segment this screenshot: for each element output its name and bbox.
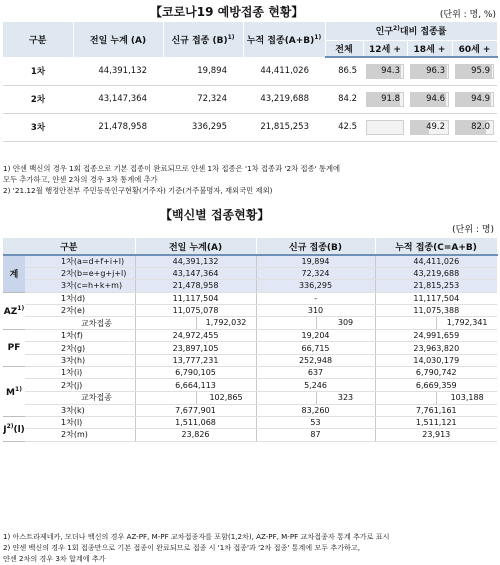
rate-18-bar-cell	[407, 85, 452, 113]
cumulative-cell-value: 103,188	[436, 392, 497, 404]
cumulative-cell-value: 14,030,179	[413, 355, 460, 365]
dose-label: 교차접종	[25, 391, 135, 404]
cumulative-cell-value: 23,963,820	[413, 343, 460, 353]
prev-total-cell	[135, 255, 256, 268]
cumulative-cell-value: 1,792,341	[436, 317, 497, 329]
rate-18-bar	[410, 64, 449, 79]
cumulative-cell-value: 23,913	[422, 430, 451, 440]
header-group: 구분	[3, 238, 135, 255]
dose-label: 2차(j)	[25, 379, 135, 391]
dose-label: 2차(m)	[25, 429, 135, 441]
cumulative-cell	[375, 268, 497, 280]
new-cell: 72,324	[163, 85, 243, 113]
header-cumulative: 누적 접종(C=A+B)	[375, 238, 497, 255]
rate-60-bar	[455, 120, 494, 135]
rate-18-bar-cell	[407, 57, 452, 85]
new-cell-value: 252,948	[298, 355, 333, 365]
new-cell	[256, 367, 375, 379]
cumulative-cell	[375, 342, 497, 354]
rate-12-bar	[366, 64, 404, 79]
cumulative-cell-value: 6,669,359	[415, 380, 457, 390]
new-cell	[256, 292, 375, 304]
cumulative-cell-value: 24,991,659	[413, 331, 460, 341]
dose-label: 2차(b=e+g+j+l)	[25, 268, 135, 280]
prev-total-cell-value: 11,075,078	[172, 306, 219, 316]
cumulative-cell-value: 43,219,688	[413, 269, 460, 279]
header-rate-60: 60세 +	[452, 40, 497, 57]
rate-60-bar	[455, 64, 494, 79]
dose-label: 3차(k)	[25, 404, 135, 416]
row-label: 1차	[3, 57, 73, 85]
vaccine-group-name: M	[6, 387, 16, 398]
vaccine-row	[3, 292, 497, 304]
new-cell	[256, 391, 375, 404]
cumulative-cell	[375, 379, 497, 391]
dose-label: 1차(d)	[25, 292, 135, 304]
prev-total-cell	[135, 367, 256, 379]
row-label: 2차	[3, 85, 73, 113]
vaccine-group-label	[3, 292, 25, 330]
cumulative-cell	[375, 330, 497, 342]
new-cell	[256, 354, 375, 366]
new-cell: 336,295	[163, 113, 243, 141]
new-cell	[256, 342, 375, 354]
vaccine-group-name: 계	[9, 270, 19, 281]
prev-total-cell	[135, 292, 256, 304]
table2-note: 2) 얀센 백신의 경우 1회 접종만으로 기본 접종이 완료되므로 접종 시 '1차 접종'과 '2차 접종' 통계에 모두 추가하고,	[3, 543, 361, 552]
vaccine-row	[3, 342, 497, 354]
new-cell-value: 83,260	[301, 405, 330, 415]
cumulative-cell-value: 6,790,742	[415, 368, 457, 378]
vaccine-group-name: PF	[7, 343, 21, 354]
rate-60-bar	[455, 92, 494, 107]
vaccine-group-name: AZ	[3, 306, 18, 317]
table2-note: 1) 아스트라제네카, 모더나 백신의 경우 AZ-PF, M-PF 교차접종자를 포함(1,2차), AZ-PF, M-PF 교차접종자 통계 추가로 표시	[3, 532, 390, 541]
rate-18-bar-cell	[407, 113, 452, 141]
cumulative-cell	[375, 354, 497, 366]
prev-total-cell-value: 21,478,958	[172, 281, 219, 291]
rate-60-bar-cell	[452, 85, 497, 113]
dose-label: 1차(f)	[25, 330, 135, 342]
summary-row	[3, 85, 497, 113]
new-cell-value: 309	[316, 317, 375, 329]
prev-total-cell-value: 13,777,231	[172, 355, 219, 365]
prev-total-cell: 43,147,364	[73, 85, 163, 113]
vaccine-group-label	[3, 416, 25, 441]
prev-total-cell-value: 6,664,113	[175, 380, 216, 390]
rate-total-cell: 84.2	[325, 85, 363, 113]
new-cell-value: 637	[307, 368, 324, 378]
prev-total-cell-value: 44,391,132	[172, 257, 219, 266]
dose-label: 교차접종	[25, 317, 135, 330]
prev-total-cell	[135, 280, 256, 292]
prev-total-cell-value: 23,897,105	[172, 343, 219, 353]
new-cell	[256, 416, 375, 428]
dose-label: 1차(i)	[25, 367, 135, 379]
table2-unit: (단위 : 명)	[452, 225, 494, 235]
cumulative-cell	[375, 317, 497, 330]
dose-label: 2차(g)	[25, 342, 135, 354]
cumulative-cell	[375, 429, 497, 441]
table2-note: 얀센 2차의 경우 3차 합계에 추가	[3, 554, 106, 563]
vaccination-summary-table	[3, 22, 498, 142]
cumulative-cell: 21,815,253	[243, 113, 325, 141]
table2-title: 【백신별 접종현황】	[160, 208, 270, 222]
new-cell-value: 5,246	[304, 380, 327, 390]
header-rate-total: 전체	[325, 40, 363, 57]
header-prev-total: 전일 누계(A)	[135, 238, 256, 255]
rate-18-bar	[410, 92, 449, 107]
prev-total-cell-value: 6,790,105	[175, 368, 216, 378]
cumulative-cell-value: 21,815,253	[413, 281, 460, 291]
prev-total-cell	[135, 404, 256, 416]
rate-total-cell: 42.5	[325, 113, 363, 141]
prev-total-cell	[135, 317, 256, 330]
cumulative-cell-value: 1,511,121	[415, 418, 457, 428]
dose-label: 1차(a=d+f+i+l)	[25, 255, 135, 268]
summary-row	[3, 113, 497, 141]
vaccine-row	[3, 416, 497, 428]
new-cell-value: 19,894	[301, 257, 330, 266]
rate-12-bar	[366, 92, 404, 107]
rate-total-cell: 86.5	[325, 57, 363, 85]
new-cell	[256, 404, 375, 416]
rate-60-bar-cell	[452, 113, 497, 141]
table1-title: 【코로나19 예방접종 현황】	[150, 5, 304, 19]
rate-12-bar-value: 91.8	[381, 94, 400, 104]
header-rate-12: 12세 +	[363, 40, 407, 57]
prev-total-cell	[135, 354, 256, 366]
rate-12-bar-cell	[363, 85, 407, 113]
new-cell-value: -	[314, 293, 317, 303]
new-cell-value: 53	[310, 418, 321, 428]
vaccine-row	[3, 391, 497, 404]
vaccine-row	[3, 268, 497, 280]
vaccine-group-note-ref: 1)	[15, 385, 22, 393]
new-cell	[256, 304, 375, 316]
rate-18-bar-value: 94.6	[426, 94, 445, 104]
prev-total-cell: 44,391,132	[73, 57, 163, 85]
dose-label: 1차(l)	[25, 416, 135, 428]
prev-total-cell-value: 23,826	[181, 430, 210, 440]
vaccine-group-label	[3, 255, 25, 292]
vaccine-group-name: J	[3, 424, 7, 435]
new-cell	[256, 330, 375, 342]
dose-label: 2차(e)	[25, 304, 135, 316]
new-cell	[256, 255, 375, 268]
table2-notes	[3, 531, 497, 564]
vaccine-row	[3, 404, 497, 416]
cumulative-cell	[375, 304, 497, 316]
new-cell-value: 87	[310, 430, 321, 440]
header-rate-group: 인구$^{2)}$대비 접종률	[325, 22, 497, 40]
header-new: 신규 접종 $(B)^{1)}$	[163, 22, 243, 57]
cumulative-cell	[375, 404, 497, 416]
new-cell-value: 72,324	[301, 269, 330, 279]
header-prev-total: 전일 누계 (A)	[73, 22, 163, 57]
header-new: 신규 접종(B)	[256, 238, 375, 255]
rate-60-bar-value: 95.9	[471, 66, 491, 77]
cumulative-cell	[375, 292, 497, 304]
row-label: 3차	[3, 113, 73, 141]
vaccine-row	[3, 330, 497, 342]
rate-60-bar-cell	[452, 57, 497, 85]
cumulative-cell-value: 11,117,504	[413, 293, 460, 303]
new-cell	[256, 268, 375, 280]
rate-18-bar	[410, 120, 449, 135]
new-cell	[256, 379, 375, 391]
vaccine-row	[3, 354, 497, 366]
rate-60-bar-value: 94.9	[471, 94, 491, 104]
new-cell	[256, 280, 375, 292]
rate-60-bar-value: 82.0	[471, 122, 491, 132]
vaccine-row	[3, 304, 497, 316]
vaccine-row	[3, 379, 497, 391]
vaccine-row	[3, 429, 497, 441]
rate-12-bar-cell	[363, 57, 407, 85]
cumulative-cell	[375, 367, 497, 379]
vaccine-row	[3, 280, 497, 292]
prev-total-cell	[135, 330, 256, 342]
cumulative-cell	[375, 416, 497, 428]
rate-12-bar	[366, 120, 404, 135]
new-cell-value: 323	[316, 392, 375, 404]
prev-total-cell-value: 43,147,364	[172, 269, 219, 279]
table1-notes	[3, 163, 497, 196]
vaccine-type-table	[3, 238, 498, 442]
table1-note: 2) '21.12월 행정안전부 주민등록인구현황(거주자) 기준(거주불명자, 재외국민 제외)	[3, 186, 273, 195]
new-cell: 19,894	[163, 57, 243, 85]
cumulative-cell-value: 7,761,161	[415, 405, 457, 415]
prev-total-cell	[135, 304, 256, 316]
vaccine-group-suffix: (l)	[13, 424, 25, 435]
cumulative-cell	[375, 391, 497, 404]
table1-unit: (단위 : 명, %)	[439, 10, 496, 20]
table1-note: 1) 얀센 백신의 경우 1회 접종으로 기본 접종이 완료되므로 얀센 1차 접종은 '1차 접종과 '2차 접종' 통계에	[3, 164, 341, 173]
rate-12-bar-cell	[363, 113, 407, 141]
cumulative-cell-value: 44,411,026	[413, 257, 460, 266]
prev-total-cell-value: 24,972,455	[172, 331, 219, 341]
new-cell-value: 310	[307, 306, 324, 316]
rate-18-bar-value: 49.2	[426, 122, 445, 132]
header-rate-18: 18세 +	[407, 40, 452, 57]
new-cell-value: 19,204	[301, 331, 330, 341]
cumulative-cell: 43,219,688	[243, 85, 325, 113]
dose-label: 3차(h)	[25, 354, 135, 366]
vaccine-group-note-ref: 2)	[6, 422, 14, 430]
vaccine-row	[3, 255, 497, 268]
prev-total-cell	[135, 416, 256, 428]
header-group: 구분	[3, 22, 73, 57]
header-cumulative: 누적 접종$(A+B)^{1)}$	[243, 22, 325, 57]
vaccine-row	[3, 317, 497, 330]
prev-total-cell-value: 1,792,032	[196, 317, 256, 329]
prev-total-cell-value: 7,677,901	[175, 405, 216, 415]
prev-total-cell	[135, 429, 256, 441]
summary-row	[3, 57, 497, 85]
prev-total-cell-value: 102,865	[196, 392, 256, 404]
vaccine-row	[3, 367, 497, 379]
prev-total-cell-value: 1,511,068	[175, 418, 216, 428]
vaccine-group-note-ref: 1)	[17, 304, 25, 312]
prev-total-cell: 21,478,958	[73, 113, 163, 141]
prev-total-cell-value: 11,117,504	[172, 293, 219, 303]
dose-label: 3차(c=h+k+m)	[25, 280, 135, 292]
new-cell-value: 336,295	[298, 281, 333, 291]
new-cell-value: 66,715	[301, 343, 330, 353]
prev-total-cell	[135, 379, 256, 391]
vaccine-group-label	[3, 330, 25, 367]
new-cell	[256, 429, 375, 441]
rate-12-bar-value: 94.3	[381, 66, 400, 77]
table1-note: 모두 추가하고, 얀센 2차의 경우 3차 통계에 추가	[3, 175, 158, 184]
rate-18-bar-value: 96.3	[426, 66, 445, 77]
cumulative-cell-value: 11,075,388	[413, 306, 460, 316]
cumulative-cell	[375, 280, 497, 292]
vaccine-group-label	[3, 367, 25, 417]
new-cell	[256, 317, 375, 330]
prev-total-cell	[135, 342, 256, 354]
prev-total-cell	[135, 268, 256, 280]
prev-total-cell	[135, 391, 256, 404]
cumulative-cell: 44,411,026	[243, 57, 325, 85]
cumulative-cell	[375, 255, 497, 268]
